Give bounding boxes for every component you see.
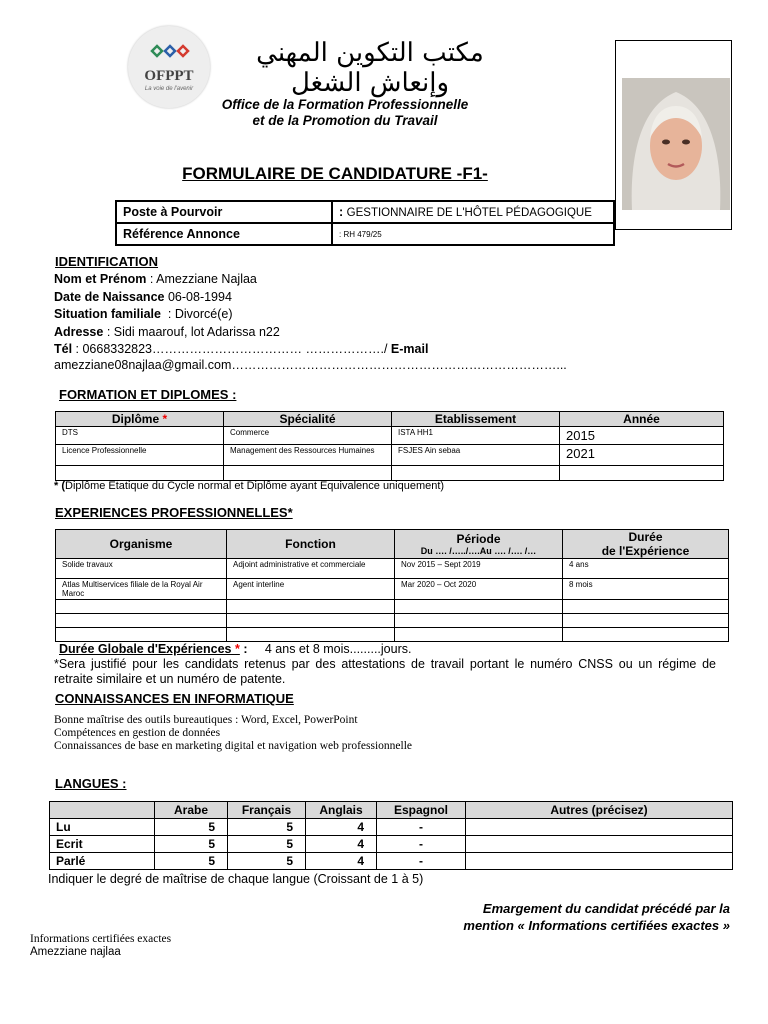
fonction-cell: Adjoint administrative et commerciale bbox=[227, 559, 395, 579]
langue-row-label: Parlé bbox=[50, 853, 155, 870]
fonction-cell: Agent interline bbox=[227, 579, 395, 600]
reference-value: : RH 479/25 bbox=[332, 223, 614, 245]
duree-globale-line: Durée Globale d'Expériences * : 4 ans et 8 mois.........jours. bbox=[59, 642, 412, 656]
diplome-cell: DTS bbox=[56, 427, 224, 445]
specialite-cell: Management des Ressources Humaines bbox=[224, 445, 392, 466]
table-row: Parlé 5 5 4 - bbox=[50, 853, 733, 870]
etablissement-cell: FSJES Ain sebaa bbox=[392, 445, 560, 466]
col-anglais: Anglais bbox=[306, 802, 377, 819]
reference-label: Référence Annonce bbox=[116, 223, 332, 245]
dob-line bbox=[54, 290, 232, 304]
table-row bbox=[56, 466, 724, 481]
ofppt-logo bbox=[128, 26, 210, 108]
langues-note: Indiquer le degré de maîtrise de chaque langue (Croissant de 1 à 5) bbox=[48, 872, 424, 886]
ofppt-logo-mark-icon bbox=[150, 44, 190, 66]
duree-globale-label: Durée Globale d'Expériences bbox=[59, 642, 232, 656]
informatique-line: Connaissances de base en marketing digital et navigation web professionnelle bbox=[54, 740, 412, 752]
periode-cell: Mar 2020 – Oct 2020 bbox=[395, 579, 563, 600]
certification-text: Informations certifiées exactes bbox=[30, 933, 172, 945]
col-periode: Période Du …. /…../….Au …. /…. /… bbox=[395, 530, 563, 559]
col-specialite: Spécialité bbox=[224, 412, 392, 427]
candidate-photo bbox=[622, 78, 730, 210]
name-label: Nom et Prénom bbox=[54, 272, 147, 286]
duree-globale-value: 4 ans et 8 mois.........jours. bbox=[264, 642, 412, 656]
etablissement-cell: ISTA HH1 bbox=[392, 427, 560, 445]
signature-instruction: Emargement du candidat précédé par la mention « Informations certifiées exactes » bbox=[463, 901, 730, 933]
formation-footnote: * (Diplôme Etatique du Cycle normal et Diplôme ayant Equivalence uniquement) bbox=[54, 480, 445, 492]
experiences-note: *Sera justifié pour les candidats retenus par des attestations de travail portant le numéro CNSS ou un régime de retraite similaire et un numéro de patente. bbox=[54, 657, 716, 686]
poste-label: Poste à Pourvoir bbox=[116, 201, 332, 223]
email-value: amezziane08najlaa@gmail.com……………………………………………………………………... bbox=[54, 358, 567, 372]
col-espagnol: Espagnol bbox=[377, 802, 466, 819]
poste-value-cell: : GESTIONNAIRE DE L'HÔTEL PÉDAGOGIQUE bbox=[332, 201, 614, 223]
table-row bbox=[56, 614, 729, 628]
organisme-cell: Solide travaux bbox=[56, 559, 227, 579]
table-row bbox=[56, 559, 729, 579]
form-title: FORMULAIRE DE CANDIDATURE -F1- bbox=[182, 164, 488, 183]
signature-name: Amezziane najlaa bbox=[30, 946, 121, 958]
col-fonction: Fonction bbox=[227, 530, 395, 559]
name-line: Nom et Prénom : Amezziane Najlaa bbox=[54, 272, 257, 286]
annee-cell: 2021 bbox=[560, 445, 724, 466]
experiences-heading: EXPERIENCES PROFESSIONNELLES* bbox=[55, 505, 293, 520]
address-value: Sidi maarouf, lot Adarissa n22 bbox=[113, 325, 280, 339]
name-value: Amezziane Najlaa bbox=[156, 272, 257, 286]
table-row bbox=[56, 628, 729, 642]
informatique-heading: CONNAISSANCES EN INFORMATIQUE bbox=[55, 691, 294, 706]
office-name bbox=[200, 97, 490, 129]
annee-cell: 2015 bbox=[560, 427, 724, 445]
periode-cell: Nov 2015 – Sept 2019 bbox=[395, 559, 563, 579]
langues-heading: LANGUES : bbox=[55, 776, 127, 791]
duree-cell: 8 mois bbox=[563, 579, 729, 600]
situation-label: Situation familiale bbox=[54, 307, 161, 321]
poste-table bbox=[115, 200, 615, 246]
specialite-cell: Commerce bbox=[224, 427, 392, 445]
identification-heading: IDENTIFICATION bbox=[55, 254, 159, 269]
tel-label: Tél bbox=[54, 342, 73, 356]
logo-text: OFPPT bbox=[144, 68, 194, 84]
experiences-table bbox=[55, 529, 729, 642]
col-autres: Autres (précisez) bbox=[466, 802, 733, 819]
table-row bbox=[56, 579, 729, 600]
duree-cell: 4 ans bbox=[563, 559, 729, 579]
col-diplome: Diplôme * bbox=[56, 412, 224, 427]
formation-heading: FORMATION ET DIPLOMES : bbox=[59, 387, 237, 402]
situation-line: Situation familiale : Divorcé(e) bbox=[54, 307, 233, 321]
col-etablissement: Etablissement bbox=[392, 412, 560, 427]
table-row: Ecrit 5 5 4 - bbox=[50, 836, 733, 853]
dob-label: Date de Naissance bbox=[54, 290, 165, 304]
diplome-cell: Licence Professionnelle bbox=[56, 445, 224, 466]
col-annee: Année bbox=[560, 412, 724, 427]
poste-value: GESTIONNAIRE DE L'HÔTEL PÉDAGOGIQUE bbox=[346, 207, 592, 219]
address-label: Adresse bbox=[54, 325, 104, 339]
table-row bbox=[56, 427, 724, 445]
arabic-title: مكتب التكوين المهني وإنعاش الشغل bbox=[256, 38, 484, 98]
email-label: E-mail bbox=[390, 342, 429, 356]
office-line-2: et de la Promotion du Travail bbox=[252, 113, 438, 128]
langue-row-label: Ecrit bbox=[50, 836, 155, 853]
organisme-cell: Atlas Multiservices filiale de la Royal Air Maroc bbox=[56, 579, 227, 600]
col-duree: Durée de l'Expérience bbox=[563, 530, 729, 559]
table-row: Lu 5 5 4 - bbox=[50, 819, 733, 836]
informatique-line: Compétences en gestion de données bbox=[54, 727, 221, 739]
formation-table bbox=[55, 411, 724, 481]
address-line: Adresse : Sidi maarouf, lot Adarissa n22 bbox=[54, 325, 280, 339]
tel-line: Tél : 0668332823……………………………… ………………./ E-mail bbox=[54, 342, 429, 356]
table-row bbox=[56, 445, 724, 466]
informatique-line: Bonne maîtrise des outils bureautiques : Word, Excel, PowerPoint bbox=[54, 714, 358, 726]
col-organisme: Organisme bbox=[56, 530, 227, 559]
dob-value: 06-08-1994 bbox=[167, 290, 232, 304]
informatique-list bbox=[54, 714, 412, 753]
langue-row-label: Lu bbox=[50, 819, 155, 836]
situation-value: Divorcé(e) bbox=[174, 307, 233, 321]
col-arabe: Arabe bbox=[155, 802, 228, 819]
langues-table bbox=[49, 801, 733, 870]
table-row bbox=[56, 600, 729, 614]
logo-tagline: La voie de l'avenir bbox=[144, 86, 194, 92]
office-line-1: Office de la Formation Professionnelle bbox=[221, 97, 469, 112]
col-francais: Français bbox=[228, 802, 306, 819]
tel-value: 0668332823……………………………… ………………./ bbox=[82, 342, 388, 356]
